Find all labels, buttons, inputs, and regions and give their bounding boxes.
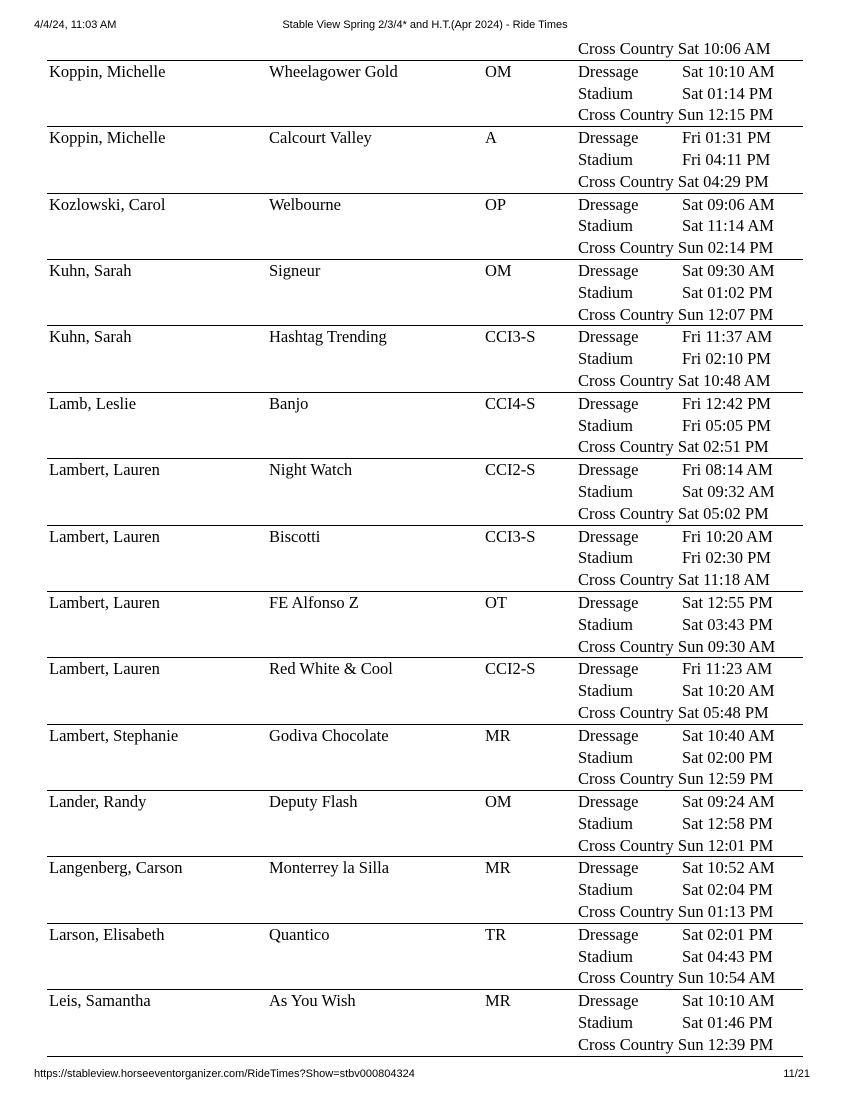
stadium-label: Stadium [578, 481, 634, 501]
dressage-line [578, 592, 808, 614]
entry-row [47, 725, 803, 791]
ride-times [578, 194, 808, 259]
rider-name: Lambert, Lauren [49, 592, 160, 612]
stadium-label: Stadium [578, 349, 634, 369]
dressage-line [578, 526, 808, 548]
dressage-label: Dressage [578, 128, 639, 148]
division: OM [485, 792, 512, 812]
stadium-line [578, 614, 808, 636]
dressage-line [578, 857, 808, 879]
stadium-label: Stadium [578, 1013, 634, 1033]
entry-row [47, 260, 803, 326]
cross-country-line [578, 104, 808, 126]
horse-name: Wheelagower Gold [269, 61, 398, 81]
print-footer [0, 1068, 850, 1082]
horse-name: Night Watch [269, 460, 353, 480]
entry-row [47, 857, 803, 923]
horse-name: Monterrey la Silla [269, 858, 390, 878]
print-datetime: 4/4/24, 11:03 AM [34, 19, 117, 31]
rider-name: Kozlowski, Carol [49, 194, 166, 214]
division: MR [485, 858, 511, 878]
horse-name: Biscotti [269, 526, 321, 546]
rider-name: Larson, Elisabeth [49, 924, 165, 944]
dressage-label: Dressage [578, 792, 639, 812]
cross-country-time: Cross Country Sat 02:51 PM [578, 437, 769, 457]
ride-times [578, 791, 808, 856]
entry-row [47, 791, 803, 857]
ride-times [578, 393, 808, 458]
division: OT [485, 592, 507, 612]
dressage-label: Dressage [578, 725, 639, 745]
document-title: Stable View Spring 2/3/4* and H.T.(Apr 2024) - Ride Times [282, 19, 568, 31]
page-number: 11/21 [783, 1068, 810, 1080]
stadium-line [578, 946, 808, 968]
ride-times [578, 127, 808, 192]
horse-name: Red White & Cool [269, 659, 393, 679]
rider-name: Kuhn, Sarah [49, 327, 132, 347]
entry-row [47, 526, 803, 592]
dressage-line [578, 393, 808, 415]
cross-country-line [578, 569, 808, 591]
dressage-label: Dressage [578, 991, 639, 1011]
stadium-time: Sat 02:04 PM [682, 880, 773, 900]
stadium-label: Stadium [578, 216, 634, 236]
cross-country-line [578, 171, 808, 193]
stadium-line [578, 547, 808, 569]
horse-name: Calcourt Valley [269, 128, 372, 148]
horse-name: Deputy Flash [269, 792, 358, 812]
dressage-label: Dressage [578, 592, 639, 612]
dressage-line [578, 61, 808, 83]
horse-name: Hashtag Trending [269, 327, 387, 347]
print-header [0, 19, 850, 33]
stadium-time: Sat 12:58 PM [682, 813, 773, 833]
ride-times [578, 990, 808, 1055]
rider-name: Lambert, Lauren [49, 659, 160, 679]
dressage-label: Dressage [578, 194, 639, 214]
cross-country-time: Cross Country Sun 12:59 PM [578, 769, 774, 789]
stadium-label: Stadium [578, 880, 634, 900]
ride-times [578, 725, 808, 790]
stadium-label: Stadium [578, 747, 634, 767]
stadium-line [578, 149, 808, 171]
horse-name: Banjo [269, 393, 309, 413]
rider-name: Koppin, Michelle [49, 128, 166, 148]
rider-name: Leis, Samantha [49, 991, 151, 1011]
cross-country-time: Cross Country Sat 05:48 PM [578, 702, 769, 722]
stadium-line [578, 747, 808, 769]
dressage-label: Dressage [578, 393, 639, 413]
stadium-time: Sat 11:14 AM [682, 216, 774, 236]
division: CCI2-S [485, 659, 536, 679]
entry-row [47, 592, 803, 658]
stadium-time: Fri 05:05 PM [682, 415, 771, 435]
dressage-time: Fri 08:14 AM [682, 460, 773, 480]
rider-name: Lander, Randy [49, 792, 147, 812]
division: CCI4-S [485, 393, 536, 413]
entry-row [47, 194, 803, 260]
stadium-line [578, 1012, 808, 1034]
dressage-time: Sat 10:10 AM [682, 991, 775, 1011]
cross-country-line [578, 702, 808, 724]
cross-country-line [578, 901, 808, 923]
cross-country-line [578, 370, 808, 392]
horse-name: FE Alfonso Z [269, 592, 359, 612]
ride-times [578, 260, 808, 325]
entry-row [47, 393, 803, 459]
dressage-time: Fri 12:42 PM [682, 393, 771, 413]
ride-times [578, 924, 808, 989]
stadium-time: Sat 10:20 AM [682, 681, 775, 701]
stadium-time: Sat 09:32 AM [682, 481, 775, 501]
cross-country-time: Cross Country Sun 12:01 PM [578, 835, 774, 855]
stadium-time: Sat 01:02 PM [682, 282, 773, 302]
horse-name: Godiva Chocolate [269, 725, 389, 745]
dressage-label: Dressage [578, 260, 639, 280]
dressage-line [578, 990, 808, 1012]
rider-name: Kuhn, Sarah [49, 260, 132, 280]
division: MR [485, 725, 511, 745]
stadium-line [578, 348, 808, 370]
division: CCI3-S [485, 327, 536, 347]
division: OM [485, 61, 512, 81]
stadium-label: Stadium [578, 813, 634, 833]
cross-country-time: Cross Country Sat 11:18 AM [578, 570, 770, 590]
stadium-line [578, 415, 808, 437]
cross-country-line [578, 436, 808, 458]
division: A [485, 128, 497, 148]
entry-row [47, 990, 803, 1056]
dressage-time: Sat 12:55 PM [682, 592, 773, 612]
stadium-label: Stadium [578, 415, 634, 435]
cross-country-time: Cross Country Sun 10:54 AM [578, 968, 776, 988]
dressage-time: Fri 11:23 AM [682, 659, 773, 679]
dressage-time: Sat 09:06 AM [682, 194, 775, 214]
horse-name: Signeur [269, 260, 321, 280]
stadium-line [578, 215, 808, 237]
stadium-time: Sat 04:43 PM [682, 946, 773, 966]
dressage-line [578, 127, 808, 149]
stadium-time: Fri 02:30 PM [682, 548, 771, 568]
ride-times [578, 459, 808, 524]
division: OP [485, 194, 507, 214]
dressage-line [578, 459, 808, 481]
cross-country-time: Cross Country Sun 12:39 PM [578, 1034, 774, 1054]
page-url: https://stableview.horseeventorganizer.com/RideTimes?Show=stbv000804324 [34, 1068, 415, 1080]
entry-row [47, 326, 803, 392]
ride-times [578, 857, 808, 922]
horse-name: As You Wish [269, 991, 356, 1011]
entry-row [47, 459, 803, 525]
rider-name: Lambert, Lauren [49, 526, 160, 546]
cross-country-time: Cross Country Sun 12:07 PM [578, 304, 774, 324]
cross-country-time: Cross Country Sun 02:14 PM [578, 238, 774, 258]
cross-country-line [578, 503, 808, 525]
dressage-time: Fri 11:37 AM [682, 327, 773, 347]
stadium-time: Sat 01:14 PM [682, 83, 773, 103]
rider-name: Koppin, Michelle [49, 61, 166, 81]
dressage-time: Sat 02:01 PM [682, 924, 773, 944]
stadium-line [578, 813, 808, 835]
ride-times [578, 658, 808, 723]
stadium-line [578, 879, 808, 901]
dressage-label: Dressage [578, 526, 639, 546]
carryover-xc-time: Cross Country Sat 10:06 AM [578, 39, 771, 58]
division: CCI2-S [485, 460, 536, 480]
stadium-line [578, 282, 808, 304]
stadium-time: Fri 02:10 PM [682, 349, 771, 369]
division: MR [485, 991, 511, 1011]
rider-name: Lambert, Stephanie [49, 725, 179, 745]
dressage-time: Sat 10:40 AM [682, 725, 775, 745]
dressage-line [578, 924, 808, 946]
dressage-line [578, 791, 808, 813]
cross-country-time: Cross Country Sun 12:15 PM [578, 105, 774, 125]
cross-country-time: Cross Country Sun 01:13 PM [578, 902, 774, 922]
stadium-label: Stadium [578, 149, 634, 169]
stadium-label: Stadium [578, 681, 634, 701]
cross-country-time: Cross Country Sun 09:30 AM [578, 636, 776, 656]
dressage-label: Dressage [578, 460, 639, 480]
ride-times [578, 61, 808, 126]
stadium-line [578, 83, 808, 105]
entries-list [47, 61, 803, 1057]
dressage-time: Sat 10:10 AM [682, 61, 775, 81]
dressage-line [578, 725, 808, 747]
cross-country-line [578, 304, 808, 326]
rider-name: Lambert, Lauren [49, 460, 160, 480]
ride-times-table [47, 38, 803, 1057]
dressage-time: Sat 09:30 AM [682, 260, 775, 280]
dressage-line [578, 260, 808, 282]
cross-country-line [578, 768, 808, 790]
cross-country-line [578, 967, 808, 989]
dressage-label: Dressage [578, 61, 639, 81]
cross-country-time: Cross Country Sat 04:29 PM [578, 171, 769, 191]
cross-country-time: Cross Country Sat 05:02 PM [578, 503, 769, 523]
division: OM [485, 260, 512, 280]
horse-name: Quantico [269, 924, 330, 944]
entry-row [47, 924, 803, 990]
rider-name: Langenberg, Carson [49, 858, 183, 878]
dressage-time: Sat 10:52 AM [682, 858, 775, 878]
dressage-time: Sat 09:24 AM [682, 792, 775, 812]
ride-times [578, 526, 808, 591]
dressage-label: Dressage [578, 924, 639, 944]
cross-country-line [578, 237, 808, 259]
stadium-time: Sat 03:43 PM [682, 614, 773, 634]
stadium-time: Sat 01:46 PM [682, 1013, 773, 1033]
stadium-label: Stadium [578, 282, 634, 302]
dressage-time: Fri 10:20 AM [682, 526, 773, 546]
entry-row [47, 61, 803, 127]
cross-country-line [578, 636, 808, 658]
cross-country-line [578, 1034, 808, 1056]
stadium-label: Stadium [578, 83, 634, 103]
dressage-line [578, 326, 808, 348]
stadium-label: Stadium [578, 548, 634, 568]
carryover-row [47, 38, 803, 61]
cross-country-line [578, 835, 808, 857]
horse-name: Welbourne [269, 194, 341, 214]
entry-row [47, 127, 803, 193]
stadium-line [578, 481, 808, 503]
dressage-label: Dressage [578, 327, 639, 347]
dressage-label: Dressage [578, 659, 639, 679]
division: CCI3-S [485, 526, 536, 546]
cross-country-time: Cross Country Sat 10:48 AM [578, 370, 771, 390]
rider-name: Lamb, Leslie [49, 393, 137, 413]
stadium-label: Stadium [578, 614, 634, 634]
entry-row [47, 658, 803, 724]
dressage-label: Dressage [578, 858, 639, 878]
dressage-line [578, 194, 808, 216]
dressage-line [578, 658, 808, 680]
division: TR [485, 924, 507, 944]
stadium-line [578, 680, 808, 702]
dressage-time: Fri 01:31 PM [682, 128, 771, 148]
stadium-label: Stadium [578, 946, 634, 966]
ride-times [578, 326, 808, 391]
ride-times [578, 592, 808, 657]
stadium-time: Sat 02:00 PM [682, 747, 773, 767]
stadium-time: Fri 04:11 PM [682, 149, 771, 169]
